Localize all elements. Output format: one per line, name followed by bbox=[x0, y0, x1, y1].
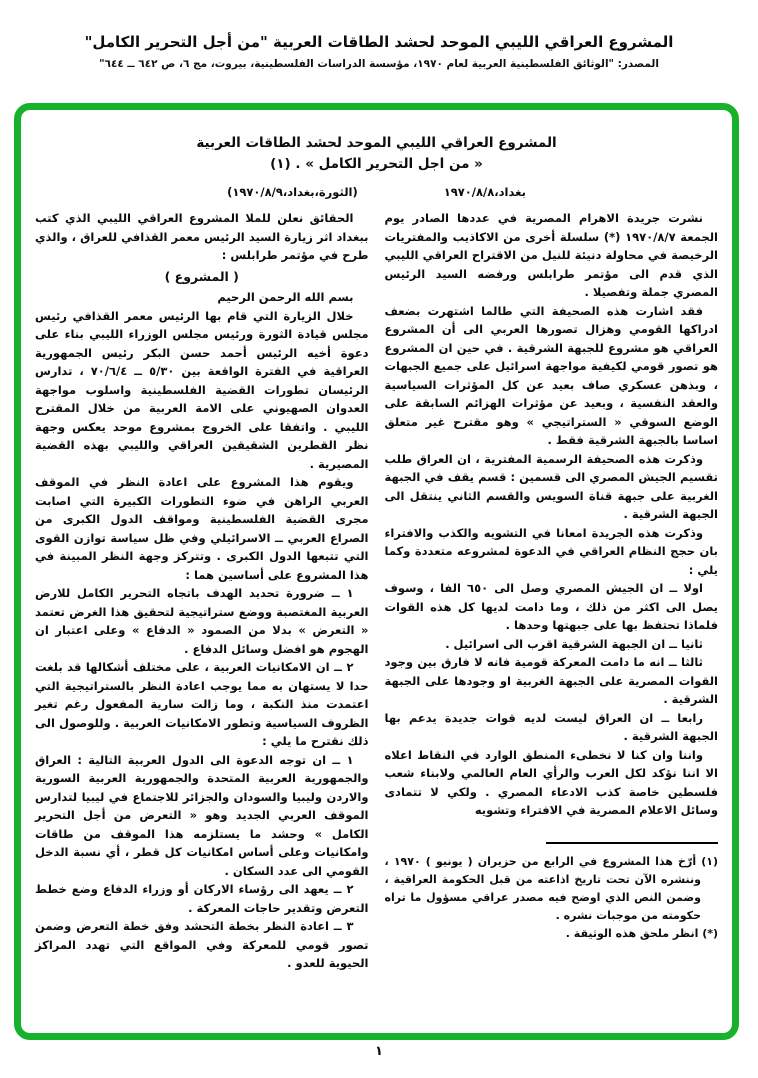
dateline-source: (الثورة،بغداد،١٩٧٠/٨/٩) bbox=[227, 185, 358, 199]
paragraph: رابعا ــ ان العراق ليست لديه قوات جديدة يدعم بها الجبهة الشرقية . bbox=[384, 710, 718, 743]
column-left bbox=[35, 209, 369, 973]
paragraph: ٢ ــ ان الامكانيات العربية ، على مختلف أشكالها قد بلغت حدا لا يستهان به مما يوجب اعادة النظر بالستراتيجية التي اعتمدت منذ النكبة ، وما زالت سارية المفعول رغم تغير الظروف السياسية وتطور الامكانيات العربية . وللوصول الى ذلك نقترح ما يلي : bbox=[35, 660, 369, 748]
dateline bbox=[35, 185, 718, 199]
document-frame bbox=[14, 103, 739, 1040]
paragraph: نشرت جريدة الاهرام المصرية في عددها الصادر يوم الجمعة ١٩٧٠/٨/٧ (*) سلسلة أخرى من الاكاذيب والمفتريات الرخيصة في محاولة دنيئة للنيل من الاقتراح العراقي الليبي الذي قدم الى مؤتمر طرابلس ورفضه السيد الرئيس المصري جملة وتفصيلا . bbox=[384, 211, 718, 299]
column-right bbox=[385, 209, 719, 973]
header-source: المصدر: "الوثائق الفلسطينية العربية لعام ١٩٧٠، مؤسسة الدراسات الفلسطينية، بيروت، مج ٦، ص ٦٤٢ ــ ٦٤٤" bbox=[99, 58, 659, 70]
footnote-item: (*) انظر ملحق هذه الوثيقة . bbox=[565, 926, 718, 940]
paragraph: ويقوم هذا المشروع على اعادة النظر في الموقف العربي الراهن في ضوء التطورات الكبيرة التي اصابت مجرى القضية الفلسطينية ومواقف الدول الكبرى من الصراع العربي ــ الاسرائيلي وفي ظل سياسة توازن القوى التي تتبعها الدول الكبرى . وتتركز وجهة النظر المبينة في هذا المشروع على أساسين هما : bbox=[35, 475, 369, 582]
document-title bbox=[35, 133, 718, 175]
section-subheading: ( المشروع ) bbox=[164, 268, 239, 284]
paragraph: اولا ــ ان الجيش المصري وصل الى ٦٥٠ الفا ، وسوف يصل الى اكثر من ذلك ، وما دامت لديها كل هذه القوات فلماذا تحتفظ بها على جبهتها وحدها . bbox=[384, 581, 718, 632]
page-header bbox=[0, 0, 758, 70]
paragraph: ثالثا ــ انه ما دامت المعركة قومية فانه لا فارق بين وجود القوات المصرية على الجبهة الغربية او وجودها على الجبهة الشرقية . bbox=[384, 655, 718, 706]
basmala-line: بسم الله الرحمن الرحيم bbox=[217, 290, 354, 304]
document-columns bbox=[35, 209, 718, 973]
document-title-line2: « من اجل التحرير الكامل » . (١) bbox=[270, 156, 483, 172]
paragraph: فقد اشارت هذه الصحيفة التي طالما اشتهرت بضعف ادراكها القومي وهزال تصورها العربي الى أن المشروع العراقي هو مشروع للجبهة الشرقية . في حين ان المشروع هو تصور قومي لكيفية مواجهة اسرائيل على جميع الجبهات ، وبذهن عسكري صاف بعيد عن كل المؤثرات السياسية والعقد النفسية ، وبعيد عن مؤثرات الهزائم السابقة على الوضع السوقي « الستراتيجي » وهو مقترح غير متعلق اساسا بالجبهة الشرقية فقط . bbox=[384, 303, 718, 447]
paragraph: ثانيا ــ ان الجبهة الشرقية اقرب الى اسرائيل . bbox=[445, 636, 703, 651]
paragraph: ٣ ــ اعادة النظر بخطة التحشد وفق خطة التعرض وضمن تصور قومي للمعركة وفي المواقع التي تهدد المراكز الحيوية للعدو . bbox=[35, 919, 369, 970]
paragraph: ١ ــ ان توجه الدعوة الى الدول العربية التالية : العراق والجمهورية العربية المتحدة والجمهورية العربية السورية والاردن وليبيا والسودان والجزائر للاجتماع في ليبيا لتدارس الموقف العربي الجديد وهو « التعرض من أجل التحرير الكامل » وحشد ما يستلزمه هذا الموقف من طاقات وامكانيات وعلى أساس امكانيات كل قطر ، أي نسبة الدخل القومي الى عدد السكان . bbox=[35, 752, 369, 878]
document-title-line1: المشروع العراقي الليبي الموحد لحشد الطاقات العربية bbox=[196, 135, 557, 151]
dateline-place: بغداد،١٩٧٠/٨/٨ bbox=[443, 185, 526, 199]
paragraph: وذكرت هذه الجريدة امعانا في التشويه والكذب والافتراء بان حجج النظام العراقي في الدعوة لمشروعه متعددة وكما يلي : bbox=[384, 525, 718, 577]
paragraph: خلال الزيارة التي قام بها الرئيس معمر القذافي رئيس مجلس قيادة الثورة ورئيس مجلس الوزراء الليبي بناء على دعوة أخيه الرئيس أحمد حسن البكر رئيس الجمهورية العراقية في الفترة الواقعة بين ٥/٣٠ ــ ٧٠/٦/٤ ، تدارس الرئيسان تطورات القضية الفلسطينية واسلوب مواجهة العدوان الصهيوني على الامة العربية من خلال المقترح الليبي . واتفقا على الخروج بمشروع موحد يعكس وجهة نظر القطرين الشقيقين العراقي والليبي بهذه القضية المصيرية . bbox=[35, 308, 369, 471]
paragraph: وذكرت هذه الصحيفة الرسمية المفترية ، ان العراق طلب تقسيم الجيش المصري الى قسمين : قسم يقف في الجبهة الغربية على جبهة قناة السويس والقسم الثاني ينتقل الى الجبهة الشرقية . bbox=[384, 451, 718, 521]
paragraph: الحقائق نعلن للملا المشروع العراقي الليبي الذي كتب ببغداد اثر زيارة السيد الرئيس معمر القذافي للعراق ، والذي طرح في مؤتمر طرابلس : bbox=[35, 211, 369, 262]
paragraph: ١ ــ ضرورة تحديد الهدف باتجاه التحرير الكامل للارض العربية المغتصبة ووضع ستراتيجية لتحقيق هذا الغرض تعتمد « التعرض » بدلا من الصمود « الدفاع » وعلى اعتبار ان الهجوم هو افضل وسائل الدفاع . bbox=[35, 586, 369, 656]
header-title: المشروع العراقي الليبي الموحد لحشد الطاقات العربية "من أجل التحرير الكامل" bbox=[84, 33, 674, 51]
footnote-item: (١) أرّخ هذا المشروع في الرابع من حزيران ( يونيو ) ١٩٧٠ ، وننشره الآن تحت تاريخ اذاعته من قبل الحكومة العراقية ، وضمن النص الذي اوضح فيه مصدر عراقي مسؤول ما تراه حكومته من موجبات نشره . bbox=[384, 854, 718, 922]
paragraph: واننا وان كنا لا نخطىء المنطق الوارد في النقاط اعلاه الا اننا نؤكد لكل العرب والرأي العام العالمي ولابناء شعب فلسطين خاصة كذب الادعاء المصري . ولكي لا تتمادى وسائل الاعلام المصرية في الافتراء وتشويه bbox=[384, 747, 718, 817]
footnote-block bbox=[385, 842, 719, 943]
footnote-divider bbox=[546, 842, 718, 844]
paragraph: ٢ ــ يعهد الى رؤساء الاركان أو وزراء الدفاع وضع خطط التعرض وتقدير حاجات المعركة . bbox=[35, 882, 369, 915]
page-number: ١ bbox=[375, 1044, 383, 1059]
